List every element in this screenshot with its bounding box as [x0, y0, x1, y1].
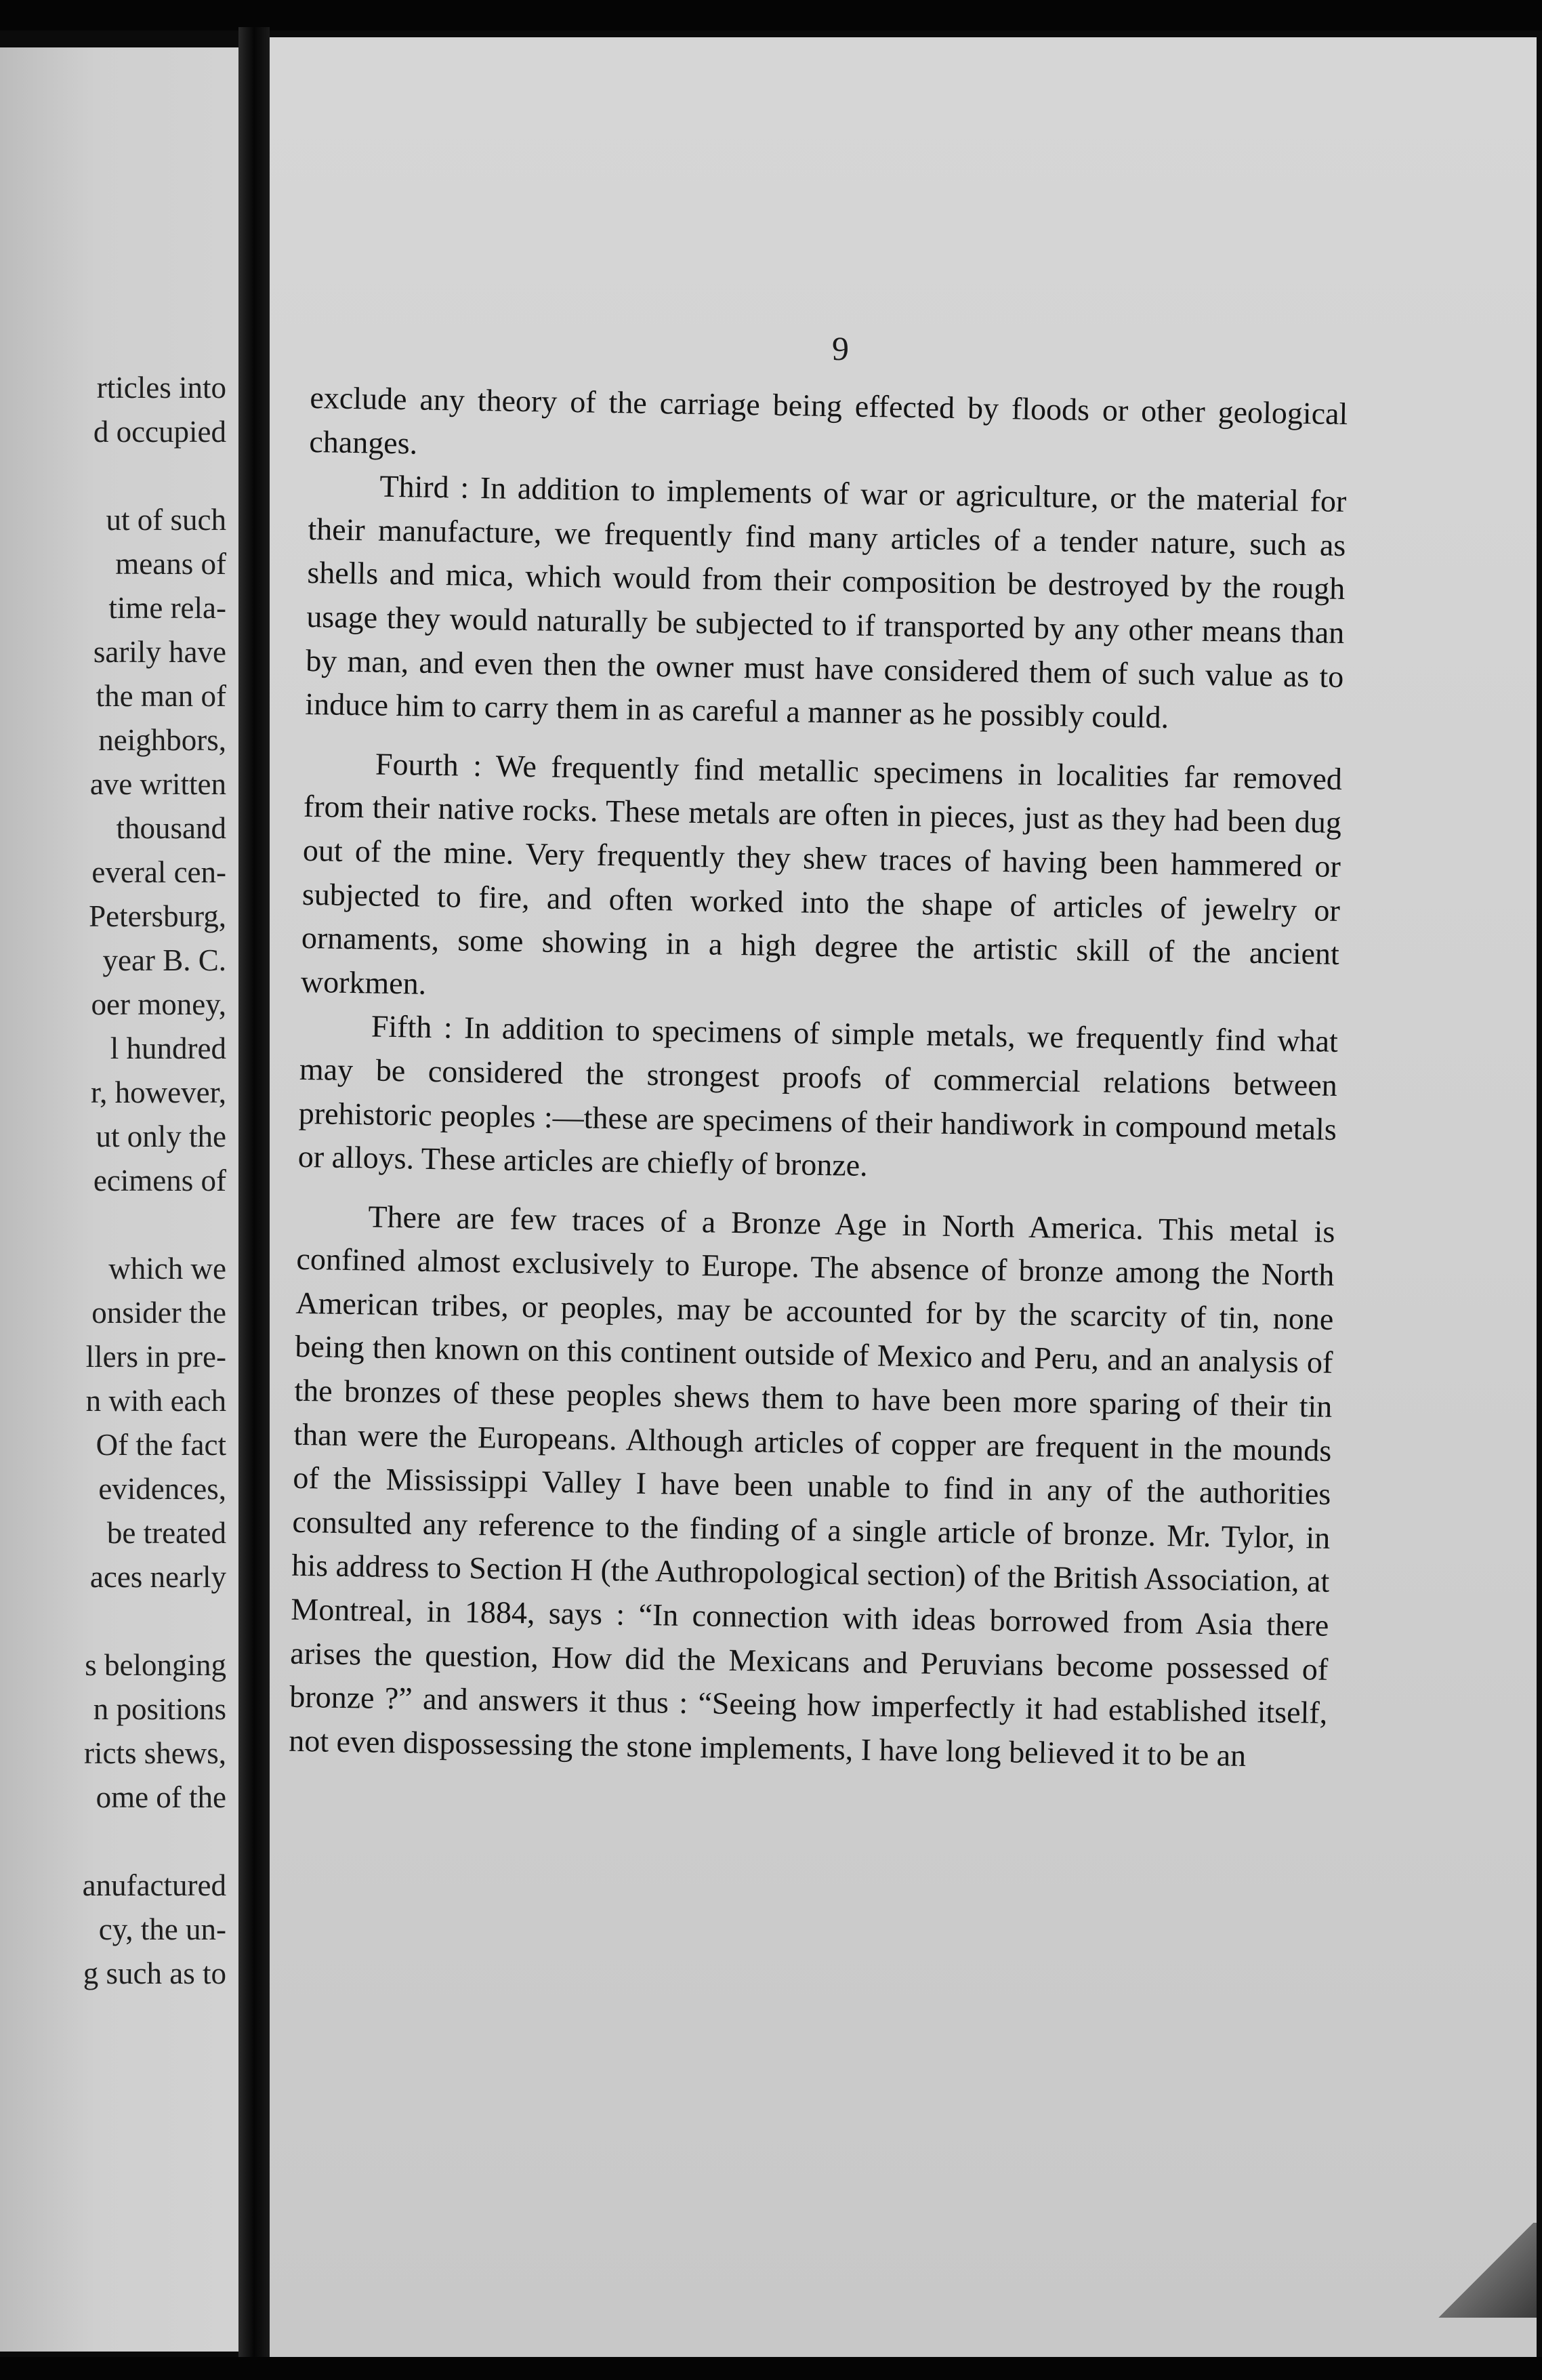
- left-page-line: ave written: [89, 767, 226, 801]
- page-number: 9: [832, 329, 849, 367]
- left-page-line: which we: [108, 1252, 226, 1286]
- scan-top-border: [0, 0, 1542, 30]
- book-gutter: [238, 27, 270, 2358]
- left-page-line: ome of the: [96, 1780, 226, 1814]
- left-page-line: oer money,: [91, 987, 226, 1021]
- left-page-line: llers in pre-: [85, 1340, 226, 1374]
- left-page-line: onsider the: [91, 1296, 226, 1330]
- left-page-line: neighbors,: [98, 723, 226, 757]
- left-page-line: sarily have: [93, 635, 226, 669]
- left-page-line: ecimens of: [93, 1164, 226, 1197]
- left-page-line: d occupied: [93, 415, 226, 449]
- left-page-line: aces nearly: [89, 1560, 226, 1594]
- left-page-line: rticles into: [96, 371, 226, 405]
- left-page-line: ricts shews,: [84, 1736, 226, 1770]
- paragraph-bronze-age: There are few traces of a Bronze Age in North America. This metal is confined almost exclusively to Europe. The absence of bronze among the North American tribes, or peoples, may be accounted for by the scarcity of tin, none being then known on this continent outside of Mexico and Peru, and an analysis of the bronzes of these peoples shews them to have been more sparing of their tin than were the Europeans. Although articles of copper are frequent in the mounds of the Mississippi Valley I have been unable to find in any of the authorities consulted any reference to the finding of a single article of bronze. Mr. Tylor, in his address to Section H (the Authropological section) of the British Association, at Montreal, in 1884, says : “In connection with ideas borrowed from Asia there arises the question, How did the Mexicans and Peruvians become possessed of bronze ?” and answers it thus : “Seeing how imperfectly it had established itself, not even dispossessing the stone implements, I have long believed it to be an: [288, 1199, 1335, 1773]
- left-page-line: the man of: [96, 679, 226, 713]
- left-page-line: ut only the: [96, 1120, 226, 1153]
- left-page-line: evidences,: [98, 1472, 226, 1506]
- left-page-line: thousand: [116, 811, 226, 845]
- page-body-text: [289, 376, 1348, 1779]
- left-page-line: means of: [115, 547, 226, 581]
- left-page-line: time rela-: [108, 591, 226, 625]
- left-page-line: Of the fact: [96, 1428, 226, 1462]
- left-page-line: anufactured: [82, 1868, 226, 1902]
- left-page-line: s belonging: [85, 1648, 226, 1682]
- left-page-line: Petersburg,: [89, 899, 226, 933]
- page-corner-shadow: [1435, 2223, 1537, 2318]
- scan-bottom-border: [0, 2357, 1542, 2380]
- left-page-line: r, however,: [90, 1075, 226, 1109]
- left-page-line: n positions: [93, 1692, 226, 1726]
- paragraph-fourth: Fourth : We frequently find metallic specimens in localities far removed from their native rocks. These metals are often in pieces, just as they had been dug out of the mine. Very frequently they shew traces of having been hammered or subjected to fire, and often worked into the shape of articles of jewelry or ornaments, some showing in a high degree the artistic skill of the ancient workmen.: [300, 746, 1343, 1001]
- paragraph-fifth: Fifth : In addition to specimens of simple metals, we frequently find what may be considered the strongest proofs of commercial relations between prehistoric peoples :—these are specimens of their handiwork in compound metals or alloys. These articles are chiefly of bronze.: [297, 1008, 1339, 1183]
- paragraph-continuation: exclude any theory of the carriage being effected by floods or other geological changes.: [309, 379, 1348, 461]
- left-page-line: ut of such: [106, 503, 226, 537]
- left-page-line: n with each: [85, 1384, 226, 1418]
- left-page-line: year B. C.: [102, 943, 226, 977]
- left-page-line: l hundred: [110, 1031, 226, 1065]
- left-page-fragment: [0, 47, 238, 2352]
- paragraph-third: Third : In addition to implements of war or agriculture, or the material for their manufacture, we frequently find many articles of a tender nature, such as shells and mica, which would from their composition be destroyed by the rough usage they would naturally be subjected to if transported by any other means than by man, and even then the owner must have considered them of such value as to induce him to carry them in as careful a manner as he possibly could.: [305, 468, 1347, 735]
- left-page-line: g such as to: [83, 1956, 226, 1990]
- left-page-line: cy, the un-: [98, 1912, 226, 1946]
- left-page-line: be treated: [106, 1516, 226, 1550]
- left-page-line: everal cen-: [91, 855, 226, 889]
